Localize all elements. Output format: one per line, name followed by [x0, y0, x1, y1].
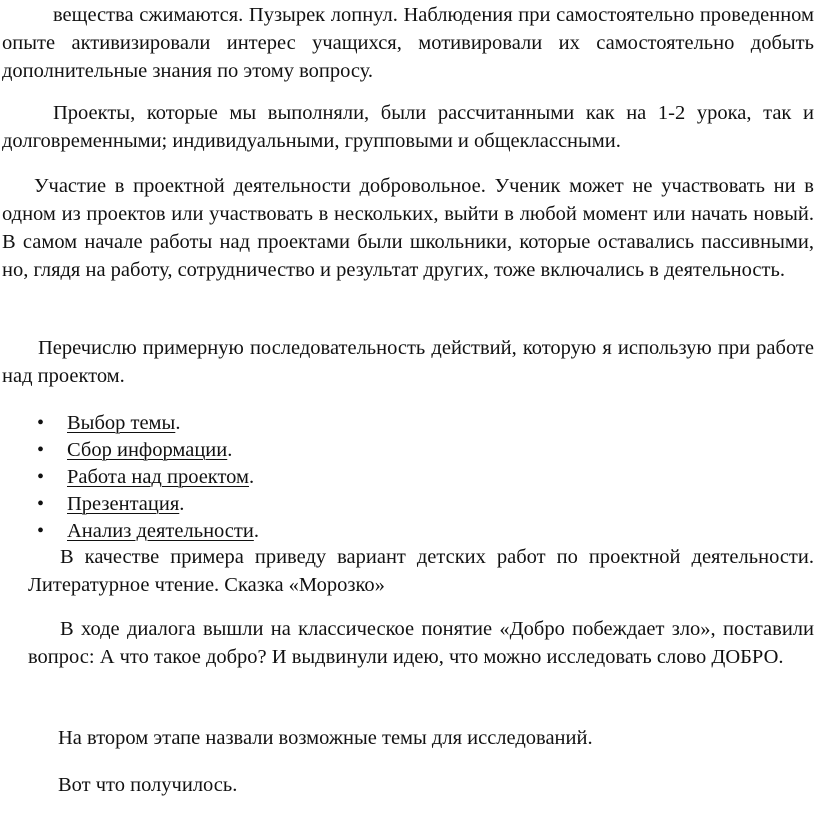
paragraph-experiment-result: вещества сжимаются. Пузырек лопнул. Наблюдения при самостоятельно проведенном опыте активизировали интерес учащихся, мотивировали их самостоятельно добыть дополнительные знания по этому вопросу. [2, 4, 814, 82]
step-punct: . [227, 439, 233, 461]
bullet-icon: • [37, 439, 45, 461]
list-item [37, 518, 259, 544]
list-item [37, 410, 180, 436]
paragraph-result: Вот что получилось. [58, 774, 238, 796]
step-punct: . [253, 520, 259, 542]
paragraph-example: В качестве примера приведу вариант детских работ по проектной деятельности. Литературное чтение. Сказка «Морозко» [28, 546, 814, 596]
bullet-icon: • [37, 412, 45, 434]
bullet-icon: • [37, 520, 45, 542]
paragraph-second-stage: На втором этапе назвали возможные темы для исследований. [58, 727, 593, 749]
list-item [37, 437, 232, 463]
step-link-info[interactable]: Сбор информации [67, 439, 228, 461]
bullet-icon: • [37, 493, 45, 515]
step-punct: . [175, 412, 181, 434]
step-punct: . [179, 493, 185, 515]
step-link-topic[interactable]: Выбор темы [67, 412, 176, 434]
step-link-analysis[interactable]: Анализ деятельности [67, 520, 254, 542]
list-item [37, 464, 254, 490]
step-punct: . [249, 466, 255, 488]
step-link-presentation[interactable]: Презентация [67, 493, 180, 515]
step-link-work[interactable]: Работа над проектом [67, 466, 249, 488]
bullet-icon: • [37, 466, 45, 488]
paragraph-project-types: Проекты, которые мы выполняли, были рассчитанными как на 1-2 урока, так и долговременными; индивидуальными, групповыми и общеклассными. [2, 102, 814, 152]
list-item [37, 491, 184, 517]
paragraph-participation: Участие в проектной деятельности добровольное. Ученик может не участвовать ни в одном из проектов или участвовать в нескольких, выйти в любой момент или начать новый. В самом начале работы над проектами были школьники, которые оставались пассивными, но, глядя на работу, сотрудничество и результат других, тоже включались в деятельность. [2, 175, 814, 281]
paragraph-sequence-intro: Перечислю примерную последовательность действий, которую я использую при работе над проектом. [2, 337, 814, 387]
paragraph-dialogue: В ходе диалога вышли на классическое понятие «Добро побеждает зло», поставили вопрос: А что такое добро? И выдвинули идею, что можно исследовать слово ДОБРО. [28, 618, 814, 668]
